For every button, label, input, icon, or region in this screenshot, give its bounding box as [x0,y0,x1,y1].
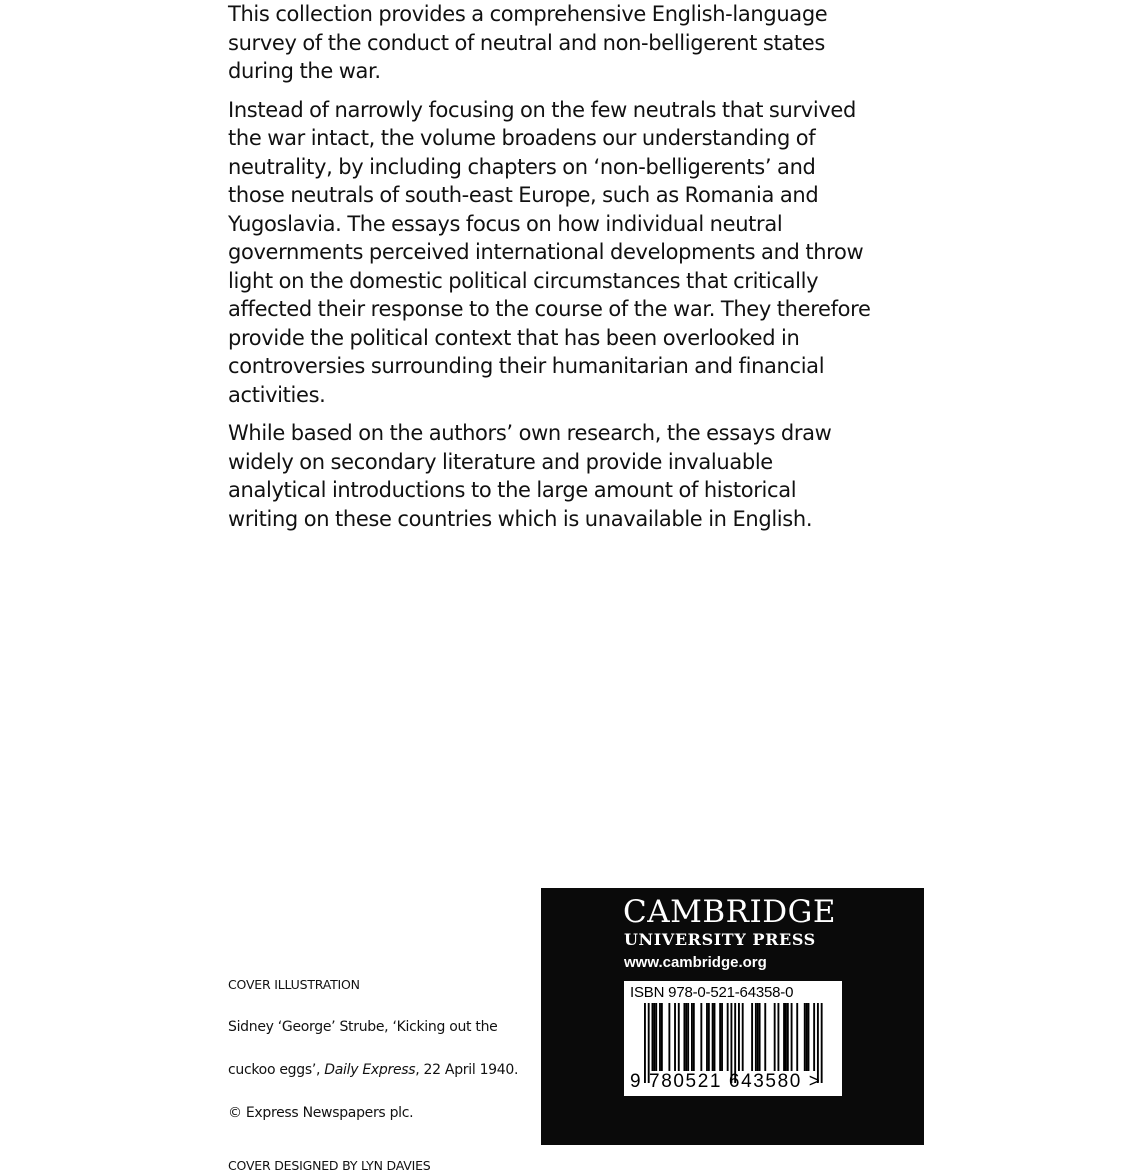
cover-illustration-heading: COVER ILLUSTRATION [228,974,538,995]
barcode-bar [700,1003,702,1071]
barcode-bar [738,1003,740,1071]
barcode-bar [652,1003,654,1071]
barcode-bar [804,1003,806,1071]
blurb-paragraph-3: While based on the authors’ own research, the essays draw widely on secondary literature and provide invaluable analytical introductions to the large amount of historical writing on these countries which is unavailable in English. [228,419,888,533]
barcode-bar [721,1003,723,1071]
caption-source: Daily Express [324,1062,415,1078]
caption-line-1: Sidney ‘George’ Strube, ‘Kicking out the [228,1017,538,1039]
barcode-bar [774,1003,776,1071]
barcode-bar [683,1003,685,1071]
publisher-url: www.cambridge.org [624,954,767,971]
barcode-bar [661,1003,663,1071]
barcode-bar [787,1003,789,1071]
barcode-bar [806,1003,808,1071]
barcode-bar [693,1003,695,1071]
barcode-bar [742,1003,744,1071]
barcode-bar [691,1003,693,1071]
caption-text: cuckoo eggs’, [228,1062,324,1078]
cover-designer-credit: COVER DESIGNED BY LYN DAVIES [228,1155,538,1176]
barcode-bar [668,1003,670,1071]
barcode-bar [687,1003,689,1071]
barcode-bar [714,1003,716,1071]
barcode-bar [678,1003,680,1071]
barcode-bar [777,1003,779,1071]
barcode-bar [791,1003,793,1071]
caption-copyright: © Express Newspapers plc. [228,1103,538,1125]
cover-illustration-caption [228,995,538,1146]
barcode-bar [813,1003,815,1071]
barcode-bar [785,1003,787,1071]
publisher-name: CAMBRIDGE [623,894,836,930]
barcode-bar [712,1003,714,1071]
barcode-bar [764,1003,766,1071]
caption-line-2 [228,1060,538,1082]
barcode-bar [759,1003,761,1071]
blurb-paragraph-1: This collection provides a comprehensive English-language survey of the conduct of neutral and non-belligerent states during the war. [228,0,888,86]
barcode-bar [685,1003,687,1071]
barcode-bar [659,1003,661,1071]
back-cover-blurb [228,0,888,533]
barcode-bar [808,1003,810,1071]
barcode-bar [655,1003,657,1071]
barcode-bar [706,1003,708,1071]
barcode-bar [719,1003,721,1071]
barcode-bar [674,1003,676,1071]
isbn-barcode [624,981,842,1096]
publisher-subtitle: UNIVERSITY PRESS [624,930,816,949]
barcode-bar [757,1003,759,1071]
barcode-bar [783,1003,785,1071]
barcode-bar [727,1003,729,1071]
barcode-bar [653,1003,655,1071]
cover-credits [228,974,538,1176]
barcode-bar [708,1003,710,1071]
blurb-paragraph-2: Instead of narrowly focusing on the few neutrals that survived the war intact, the volume broadens our understanding of neutrality, by including chapters on ‘non-belligerents’ and those neutrals of south-east Europe, such as Romania and Yugoslavia. The essays focus on how individual neutral governments perceived international developments and throw light on the domestic political circumstances that critically affected their response to the course of the war. They therefore provide the political context that has been overlooked in controversies surrounding their humanitarian and financial activities. [228,96,888,410]
ean-digits: 9 780521 643580 > [630,1071,822,1093]
publisher-block [541,888,924,1145]
barcode-bar [796,1003,798,1071]
isbn-label: ISBN 978-0-521-64358-0 [630,984,793,1001]
barcode-bar [755,1003,757,1071]
caption-date: , 22 April 1940. [415,1062,518,1078]
barcode-bar [751,1003,753,1071]
